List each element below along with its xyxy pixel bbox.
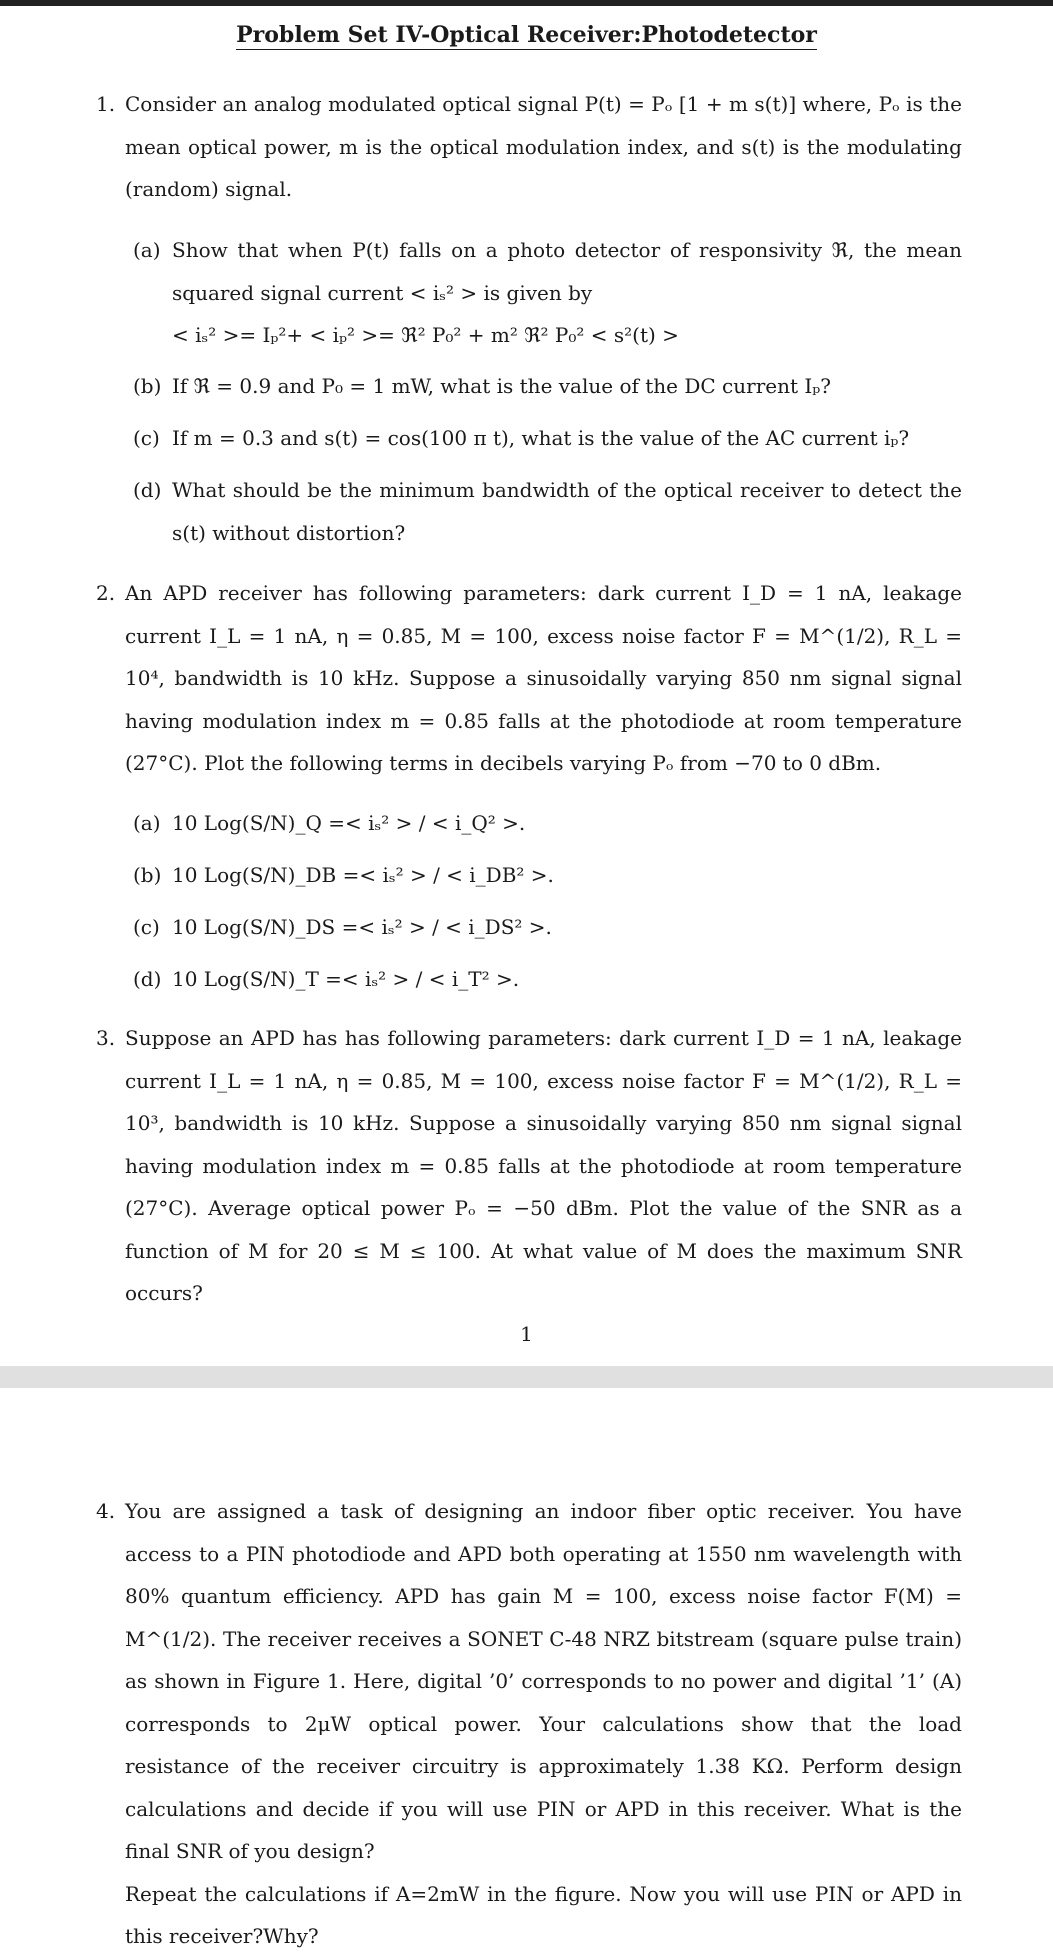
page-separator	[0, 1366, 1053, 1388]
problem-number: 4.	[96, 1499, 116, 1523]
problem-text-continued: Repeat the calculations if A=2mW in the figure. Now you will use PIN or APD in this receiver?Why?	[125, 1881, 962, 1948]
problem-4	[96, 1490, 962, 1958]
problem-1-part-a: (a) Show that when P(t) falls on a photo detector of responsivity ℜ, the mean squared signal current < iₛ² > is given by	[133, 238, 962, 305]
problem-text: Suppose an APD has has following parameters: dark current I_D = 1 nA, leakage current I_L = 1 nA, η = 0.85, M = 100, excess noise factor F = M^(1/2), R_L = 10³, bandwidth is 10 kHz. Suppose a sinusoidally varying 850 nm signal signal having modulation index m = 0.85 falls at the photodiode at room temperature (27°C). Average optical power Pₒ = −50 dBm. Plot the value of the SNR as a function of M for 20 ≤ M ≤ 100. At what value of M does the maximum SNR occurs?	[125, 1026, 962, 1305]
problem-1-part-c: (c) If m = 0.3 and s(t) = cos(100 π t), what is the value of the AC current iₚ?	[133, 426, 910, 450]
problem-1	[96, 83, 962, 211]
page-1	[0, 6, 1053, 1366]
problem-1-part-b: (b) If ℜ = 0.9 and P₀ = 1 mW, what is the value of the DC current Iₚ?	[133, 374, 831, 398]
problem-2-part-c: (c) 10 Log(S/N)_DS =< iₛ² > / < i_DS² >.	[133, 915, 552, 939]
page-2	[0, 1388, 1053, 1948]
problem-1-part-d: (d) What should be the minimum bandwidth of the optical receiver to detect the s(t) without distortion?	[133, 478, 962, 545]
problem-3	[96, 1017, 962, 1315]
problem-2-part-b: (b) 10 Log(S/N)_DB =< iₛ² > / < i_DB² >.	[133, 863, 554, 887]
problem-2	[96, 572, 962, 785]
problem-number: 3.	[96, 1026, 116, 1050]
problem-2-part-a: (a) 10 Log(S/N)_Q =< iₛ² > / < i_Q² >.	[133, 811, 526, 835]
problem-text: Consider an analog modulated optical signal P(t) = Pₒ [1 + m s(t)] where, Pₒ is the mean optical power, m is the optical modulation index, and s(t) is the modulating (random) signal.	[125, 92, 962, 201]
problem-text: You are assigned a task of designing an indoor fiber optic receiver. You have access to a PIN photodiode and APD both operating at 1550 nm wavelength with 80% quantum efficiency. APD has gain M = 100, excess noise factor F(M) = M^(1/2). The receiver receives a SONET C-48 NRZ bitstream (square pulse train) as shown in Figure 1. Here, digital ’0’ corresponds to no power and digital ’1’ (A) corresponds to 2μW optical power. Your calculations show that the load resistance of the receiver circuitry is approximately 1.38 KΩ. Perform design calculations and decide if you will use PIN or APD in this receiver. What is the final SNR of you design?	[125, 1499, 962, 1863]
problem-2-part-d: (d) 10 Log(S/N)_T =< iₛ² > / < i_T² >.	[133, 967, 520, 991]
page-title: Problem Set IV-Optical Receiver:Photodetector	[236, 22, 817, 48]
problem-number: 1.	[96, 92, 116, 116]
problem-text: An APD receiver has following parameters: dark current I_D = 1 nA, leakage current I_L = 1 nA, η = 0.85, M = 100, excess noise factor F = M^(1/2), R_L = 10⁴, bandwidth is 10 kHz. Suppose a sinusoidally varying 850 nm signal signal having modulation index m = 0.85 falls at the photodiode at room temperature (27°C). Plot the following terms in decibels varying Pₒ from −70 to 0 dBm.	[125, 581, 962, 775]
page-number: 1	[520, 1322, 533, 1346]
problem-1-equation: < iₛ² >= Iₚ²+ < iₚ² >= ℜ² P₀² + m² ℜ² P₀² < s²(t) >	[172, 323, 679, 347]
problem-number: 2.	[96, 581, 116, 605]
